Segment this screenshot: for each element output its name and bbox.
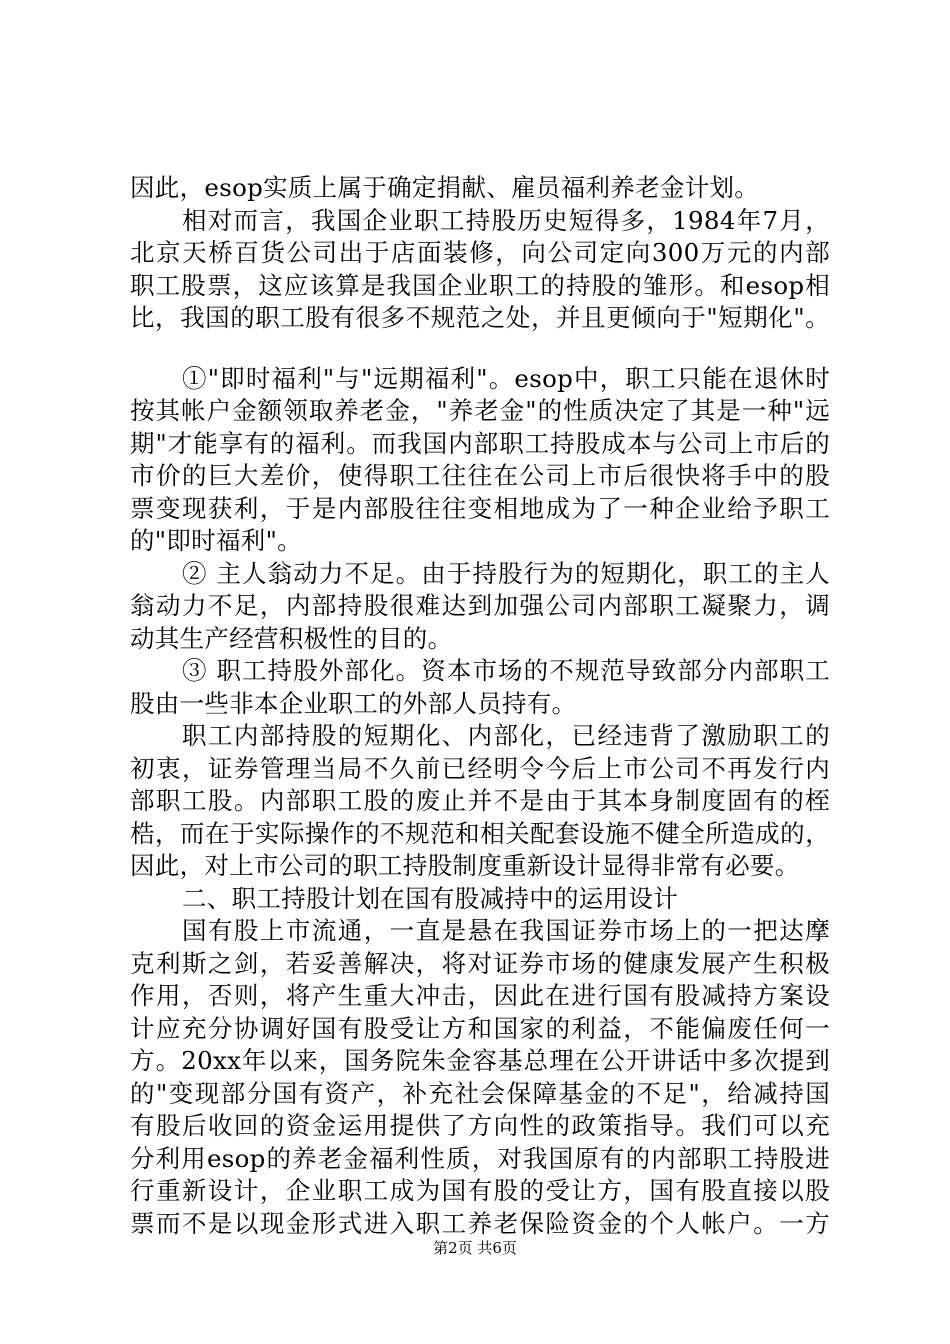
text-line: 的"即时福利"。	[130, 526, 302, 555]
text-line: 克利斯之剑，若妥善解决，将对证券市场的健康发展产生积极	[130, 948, 830, 978]
text-line: 梏，而在于实际操作的不规范和相关配套设施不健全所造成的，	[130, 818, 830, 848]
text-line: 票而不是以现金形式进入职工养老保险资金的个人帐户。一方	[130, 1208, 830, 1238]
paragraph-start-line: ② 主人翁动力不足。由于持股行为的短期化，职工的主人	[182, 558, 830, 588]
text-line: 计应充分协调好国有股受让方和国家的利益，不能偏废任何一	[130, 1013, 830, 1043]
paragraph-start-line: 职工内部持股的短期化、内部化，已经违背了激励职工的	[182, 721, 830, 750]
text-line: 市价的巨大差价，使得职工往往在公司上市后很快将手中的股	[130, 461, 830, 490]
text-line: 有股后收回的资金运用提供了方向性的政策指导。我们可以充	[130, 1111, 830, 1140]
text-line: 票变现获利，于是内部股往往变相地成为了一种企业给予职工	[130, 493, 830, 523]
paragraph-start-line: 国有股上市流通，一直是悬在我国证券市场上的一把达摩	[182, 916, 830, 945]
text-line: 方。20xx年以来，国务院朱金容基总理在公开讲话中多次提到	[130, 1046, 830, 1075]
paragraph-start-line: ①"即时福利"与"远期福利"。esop中，职工只能在退休时	[182, 363, 830, 393]
text-line: 翁动力不足，内部持股很难达到加强公司内部职工凝聚力，调	[130, 591, 830, 620]
text-line: 比，我国的职工股有很多不规范之处，并且更倾向于"短期化"。	[130, 303, 830, 332]
text-line: 职工股票，这应该算是我国企业职工的持股的雏形。和esop相	[130, 270, 830, 300]
text-line: 部职工股。内部职工股的废止并不是由于其本身制度固有的桎	[130, 786, 830, 815]
section-heading: 二、职工持股计划在国有股减持中的运用设计	[182, 883, 678, 913]
page-footer: 第2页 共6页	[433, 1239, 517, 1257]
text-line: 分利用esop的养老金福利性质，对我国原有的内部职工持股进	[130, 1143, 830, 1173]
text-line: 因此，esop实质上属于确定捐献、雇员福利养老金计划。	[130, 173, 760, 202]
text-line: 作用，否则，将产生重大冲击，因此在进行国有股减持方案设	[130, 981, 830, 1010]
text-line: 行重新设计，企业职工成为国有股的受让方，国有股直接以股	[130, 1176, 830, 1205]
text-line: 初衷，证券管理当局不久前已经明令今后上市公司不再发行内	[130, 753, 830, 783]
text-line: 动其生产经营积极性的目的。	[130, 623, 453, 653]
text-line: 按其帐户金额领取养老金，"养老金"的性质决定了其是一种"远	[130, 396, 830, 425]
body-text	[130, 172, 830, 1240]
text-line: 期"才能享有的福利。而我国内部职工持股成本与公司上市后的	[130, 428, 830, 458]
paragraph-start-line: ③ 职工持股外部化。资本市场的不规范导致部分内部职工	[182, 656, 830, 685]
text-line: 因此，对上市公司的职工持股制度重新设计显得非常有必要。	[130, 851, 800, 880]
paragraph-start-line: 相对而言，我国企业职工持股历史短得多，1984年7月，	[182, 205, 830, 235]
text-line: 的"变现部分国有资产，补充社会保障基金的不足"，给减持国	[130, 1078, 830, 1108]
text-line: 股由一些非本企业职工的外部人员持有。	[130, 688, 577, 718]
text-line: 北京天桥百货公司出于店面装修，向公司定向300万元的内部	[130, 238, 830, 267]
